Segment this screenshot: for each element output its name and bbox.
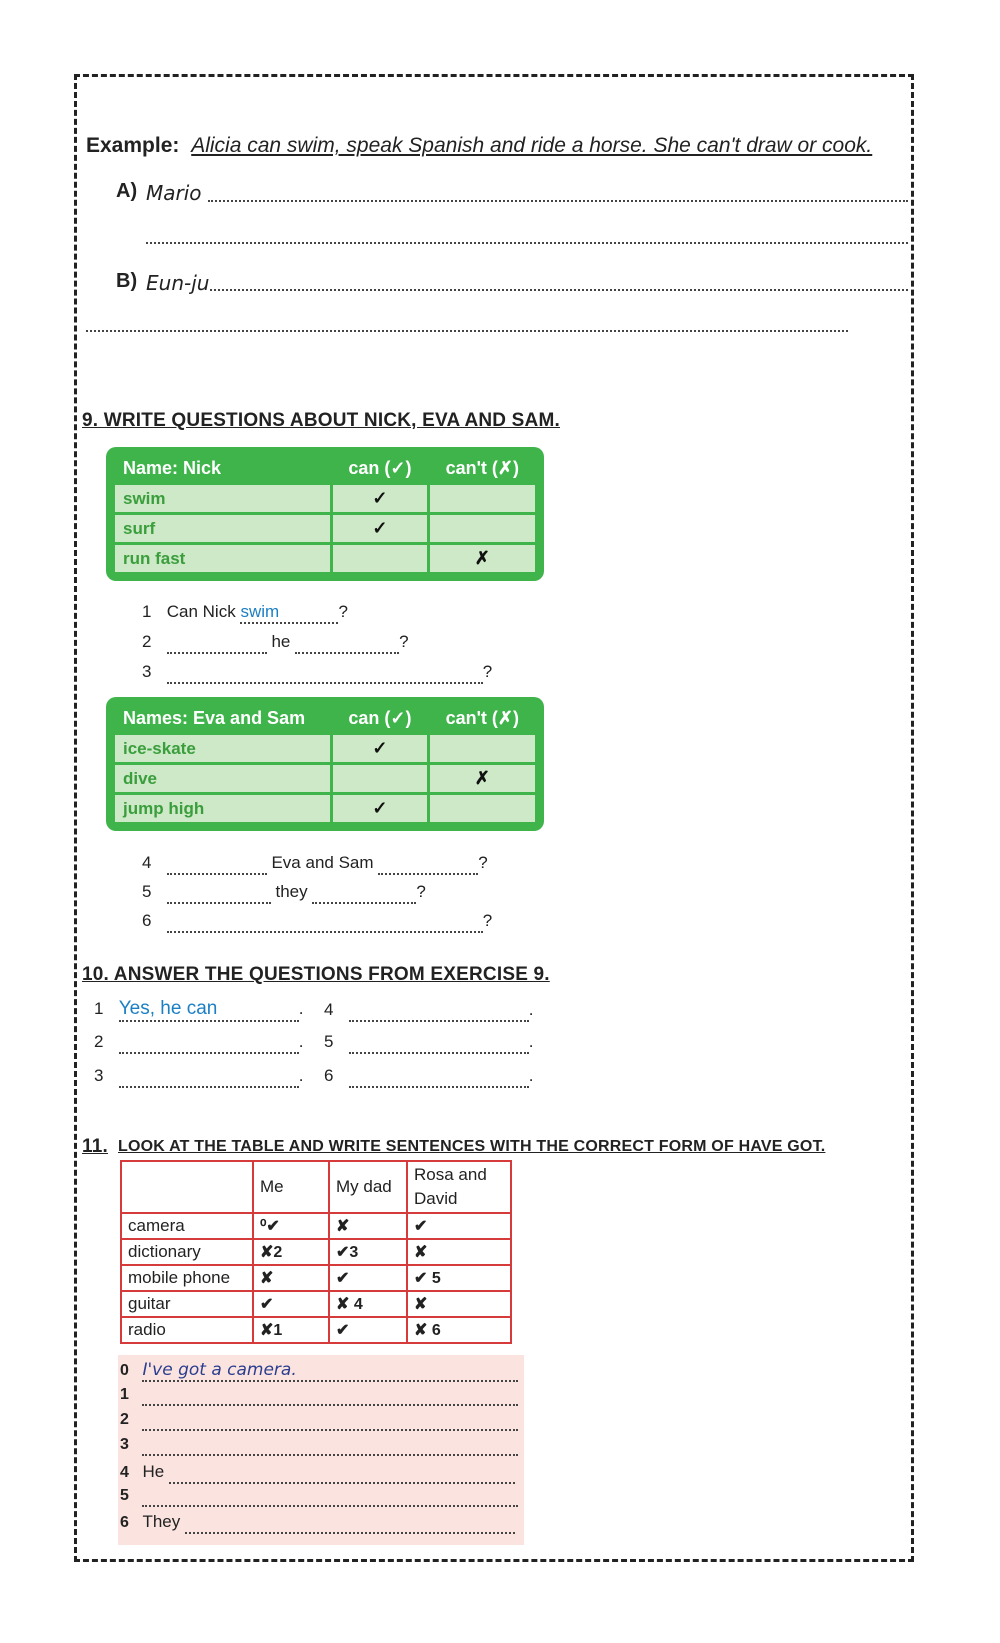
sentence-5-field[interactable] — [142, 1487, 518, 1507]
sentence-6-field[interactable] — [185, 1514, 515, 1534]
answer-line-a2[interactable] — [146, 242, 908, 244]
cant-cell — [430, 485, 535, 512]
column-header — [121, 1161, 253, 1213]
eva-sam-table — [106, 697, 544, 831]
me-cell: ✘ — [253, 1265, 329, 1291]
answer-line-b1[interactable] — [210, 289, 908, 291]
answer-6: 6 . — [324, 1066, 533, 1088]
question-3-blank[interactable] — [167, 662, 483, 684]
rosa-david-cell: ✘ 6 — [407, 1317, 511, 1343]
question-2-blank-2[interactable] — [295, 632, 399, 654]
cant-cell: ✗ — [430, 765, 535, 792]
answer-6-field[interactable] — [349, 1066, 529, 1088]
cant-cell — [430, 735, 535, 762]
dad-cell: ✔3 — [329, 1239, 407, 1265]
activity-cell: ice-skate — [115, 735, 330, 762]
example-label: Example: — [86, 134, 180, 157]
answer-2-field[interactable] — [119, 1032, 299, 1054]
answer-5: 5 . — [324, 1032, 533, 1054]
sentence-4: 4 He — [120, 1462, 515, 1484]
column-header: Me — [253, 1161, 329, 1213]
answer-3-field[interactable] — [119, 1066, 299, 1088]
can-cell: ✓ — [333, 795, 426, 822]
column-header: Rosa and David — [407, 1161, 511, 1213]
ex10-heading: 10. ANSWER THE QUESTIONS FROM EXERCISE 9. — [82, 964, 550, 985]
question-4: 4 Eva and Sam ? — [142, 853, 488, 875]
can-cell: ✓ — [333, 735, 426, 762]
question-1: 1 Can Nick swim ? — [142, 602, 348, 624]
example-line — [86, 134, 872, 158]
question-4-blank[interactable] — [167, 853, 267, 875]
can-cell — [333, 545, 426, 572]
activity-cell: dive — [115, 765, 330, 792]
question-3: 3 ? — [142, 662, 492, 684]
answer-3: 3 . — [94, 1066, 303, 1088]
answer-1: 1 Yes, he can . — [94, 998, 303, 1022]
dad-cell: ✔ — [329, 1265, 407, 1291]
label-a: A) — [116, 180, 138, 202]
sentence-0: 0 I've got a camera. — [120, 1360, 518, 1382]
name-eun-ju: Eun-ju — [146, 271, 210, 295]
question-6: 6 ? — [142, 911, 492, 933]
rosa-david-cell: ✘ — [407, 1239, 511, 1265]
example-text: Alicia can swim, speak Spanish and ride a horse. She can't draw or cook. — [191, 134, 873, 157]
activity-cell: swim — [115, 485, 330, 512]
table-header: Names: Eva and Sam — [123, 707, 306, 728]
sentence-5: 5 — [120, 1487, 518, 1507]
answer-1-field[interactable]: Yes, he can — [119, 998, 299, 1022]
item-cell: mobile phone — [121, 1265, 253, 1291]
me-cell: ⁰✔ — [253, 1213, 329, 1239]
me-cell: ✔ — [253, 1291, 329, 1317]
rosa-david-cell: ✔ 5 — [407, 1265, 511, 1291]
label-b: B) — [116, 270, 138, 292]
answer-line-a1[interactable] — [208, 200, 908, 202]
answer-4: 4 . — [324, 1000, 533, 1022]
can-cell: ✓ — [333, 515, 426, 542]
cant-cell — [430, 515, 535, 542]
question-5: 5 they ? — [142, 882, 426, 904]
table-header: can't (✗) — [445, 707, 519, 728]
question-4-blank-2[interactable] — [378, 853, 478, 875]
dad-cell: ✘ 4 — [329, 1291, 407, 1317]
rosa-david-cell: ✘ — [407, 1291, 511, 1317]
sentence-2: 2 — [120, 1411, 518, 1431]
question-5-blank[interactable] — [167, 882, 271, 904]
item-cell: radio — [121, 1317, 253, 1343]
dad-cell: ✔ — [329, 1317, 407, 1343]
item-cell: guitar — [121, 1291, 253, 1317]
ex9-heading: 9. WRITE QUESTIONS ABOUT NICK, EVA AND SAM. — [82, 410, 560, 431]
nick-table — [106, 447, 544, 581]
sentence-2-field[interactable] — [142, 1411, 518, 1431]
ex11-number: 11. — [82, 1136, 108, 1157]
have-got-table — [120, 1160, 512, 1344]
ex11-heading: LOOK AT THE TABLE AND WRITE SENTENCES WITH THE CORRECT FORM OF HAVE GOT. — [118, 1138, 826, 1155]
table-header: can (✓) — [348, 707, 412, 728]
sentence-0-field[interactable]: I've got a camera. — [142, 1360, 518, 1382]
question-1-answer[interactable]: swim — [240, 602, 338, 624]
item-cell: dictionary — [121, 1239, 253, 1265]
rosa-david-cell: ✔ — [407, 1213, 511, 1239]
question-6-blank[interactable] — [167, 911, 483, 933]
sentence-1-field[interactable] — [142, 1386, 518, 1406]
dad-cell: ✘ — [329, 1213, 407, 1239]
sentence-1: 1 — [120, 1386, 518, 1406]
sentence-4-field[interactable] — [169, 1464, 515, 1484]
can-cell: ✓ — [333, 485, 426, 512]
item-cell: camera — [121, 1213, 253, 1239]
sentence-3: 3 — [120, 1436, 518, 1456]
activity-cell: surf — [115, 515, 330, 542]
question-2: 2 he ? — [142, 632, 409, 654]
can-cell — [333, 765, 426, 792]
question-2-blank[interactable] — [167, 632, 267, 654]
me-cell: ✘1 — [253, 1317, 329, 1343]
table-header: Name: Nick — [123, 457, 222, 478]
sentence-6: 6 They — [120, 1512, 515, 1534]
answer-line-b2[interactable] — [86, 330, 848, 332]
table-header: can (✓) — [348, 457, 412, 478]
answer-5-field[interactable] — [349, 1032, 529, 1054]
me-cell: ✘2 — [253, 1239, 329, 1265]
activity-cell: jump high — [115, 795, 330, 822]
question-5-blank-2[interactable] — [312, 882, 416, 904]
sentence-3-field[interactable] — [142, 1436, 518, 1456]
table-header: can't (✗) — [445, 457, 519, 478]
column-header: My dad — [329, 1161, 407, 1213]
activity-cell: run fast — [115, 545, 330, 572]
answer-4-field[interactable] — [349, 1000, 529, 1022]
answer-2: 2 . — [94, 1032, 303, 1054]
cant-cell — [430, 795, 535, 822]
name-mario: Mario — [146, 181, 202, 205]
cant-cell: ✗ — [430, 545, 535, 572]
